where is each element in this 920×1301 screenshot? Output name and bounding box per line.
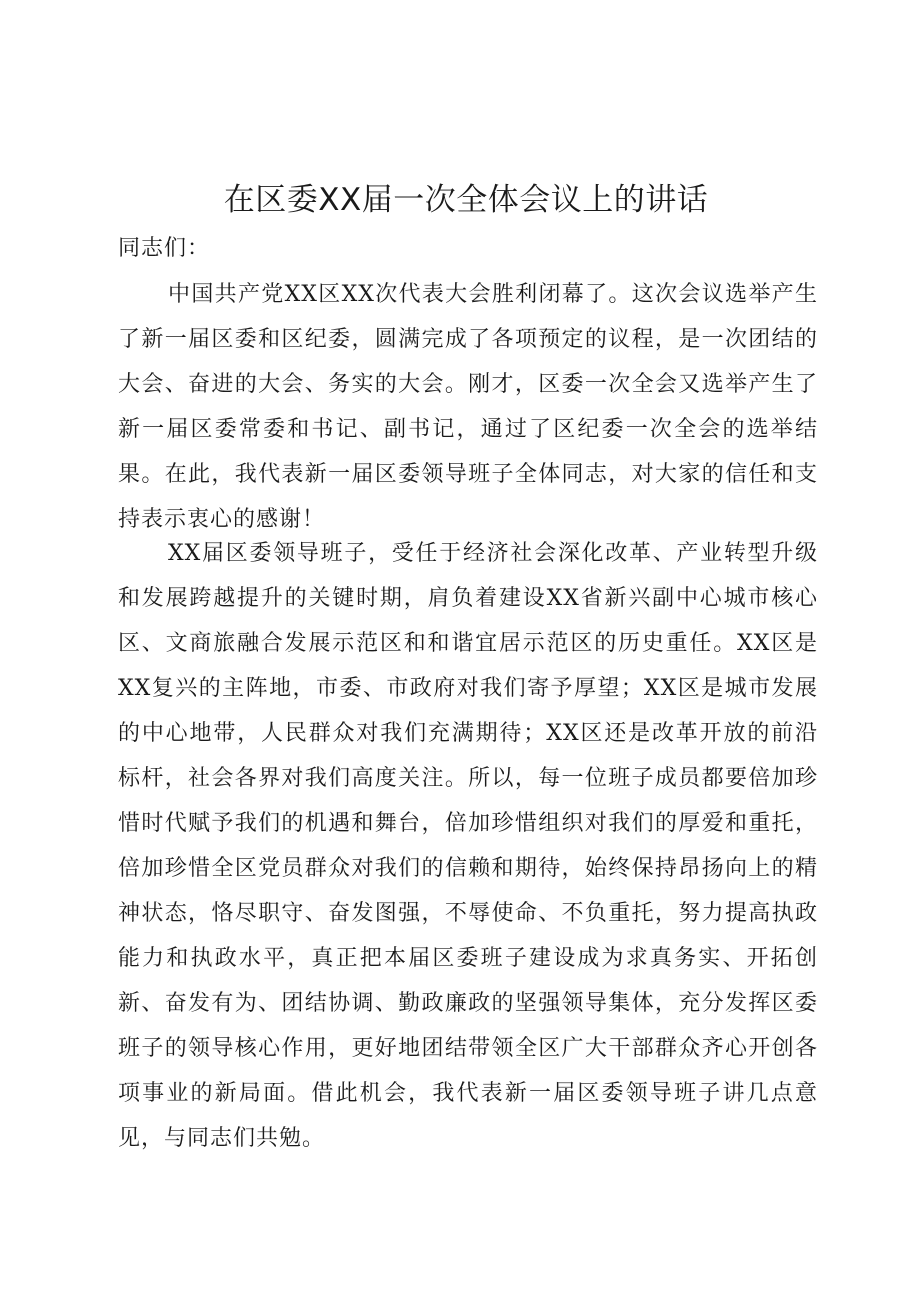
paragraph-2: XX届区委领导班子，受任于经济社会深化改革、产业转型升级和发展跨越提升的关键时期，肩负着建设XX省新兴副中心城市核心区、文商旅融合发展示范区和和谐宜居示范区的历史重任。XX区是XX复兴的主阵地，市委、市政府对我们寄予厚望；XX区是城市发展的中心地带，人民群众对我们充满期待；XX区还是改革开放的前沿标杆，社会各界对我们高度关注。所以，每一位班子成员都要倍加珍惜时代赋予我们的机遇和舞台，倍加珍惜组织对我们的厚爱和重托，倍加珍惜全区党员群众对我们的信赖和期待，始终保持昂扬向上的精神状态，恪尽职守、奋发图强，不辱使命、不负重托，努力提高执政能力和执政水平，真正把本届区委班子建设成为求真务实、开拓创新、奋发有为、团结协调、勤政廉政的坚强领导集体，充分发挥区委班子的领导核心作用，更好地团结带领全区广大干部群众齐心开创各项事业的新局面。借此机会，我代表新一届区委领导班子讲几点意见，与同志们共勉。 (118, 541, 818, 1151)
paragraph-1: 中国共产党XX区XX次代表大会胜利闭幕了。这次会议选举产生了新一届区委和区纪委，圆满完成了各项预定的议程，是一次团结的大会、奋进的大会、务实的大会。刚才，区委一次全会又选举产生了新一届区委常委和书记、副书记，通过了区纪委一次全会的选举结果。在此，我代表新一届区委领导班子全体同志，对大家的信任和支持表示衷心的感谢！ (118, 282, 818, 532)
document-title: 在区委XX届一次全体会议上的讲话 (223, 182, 709, 218)
salutation: 同志们： (118, 236, 211, 261)
